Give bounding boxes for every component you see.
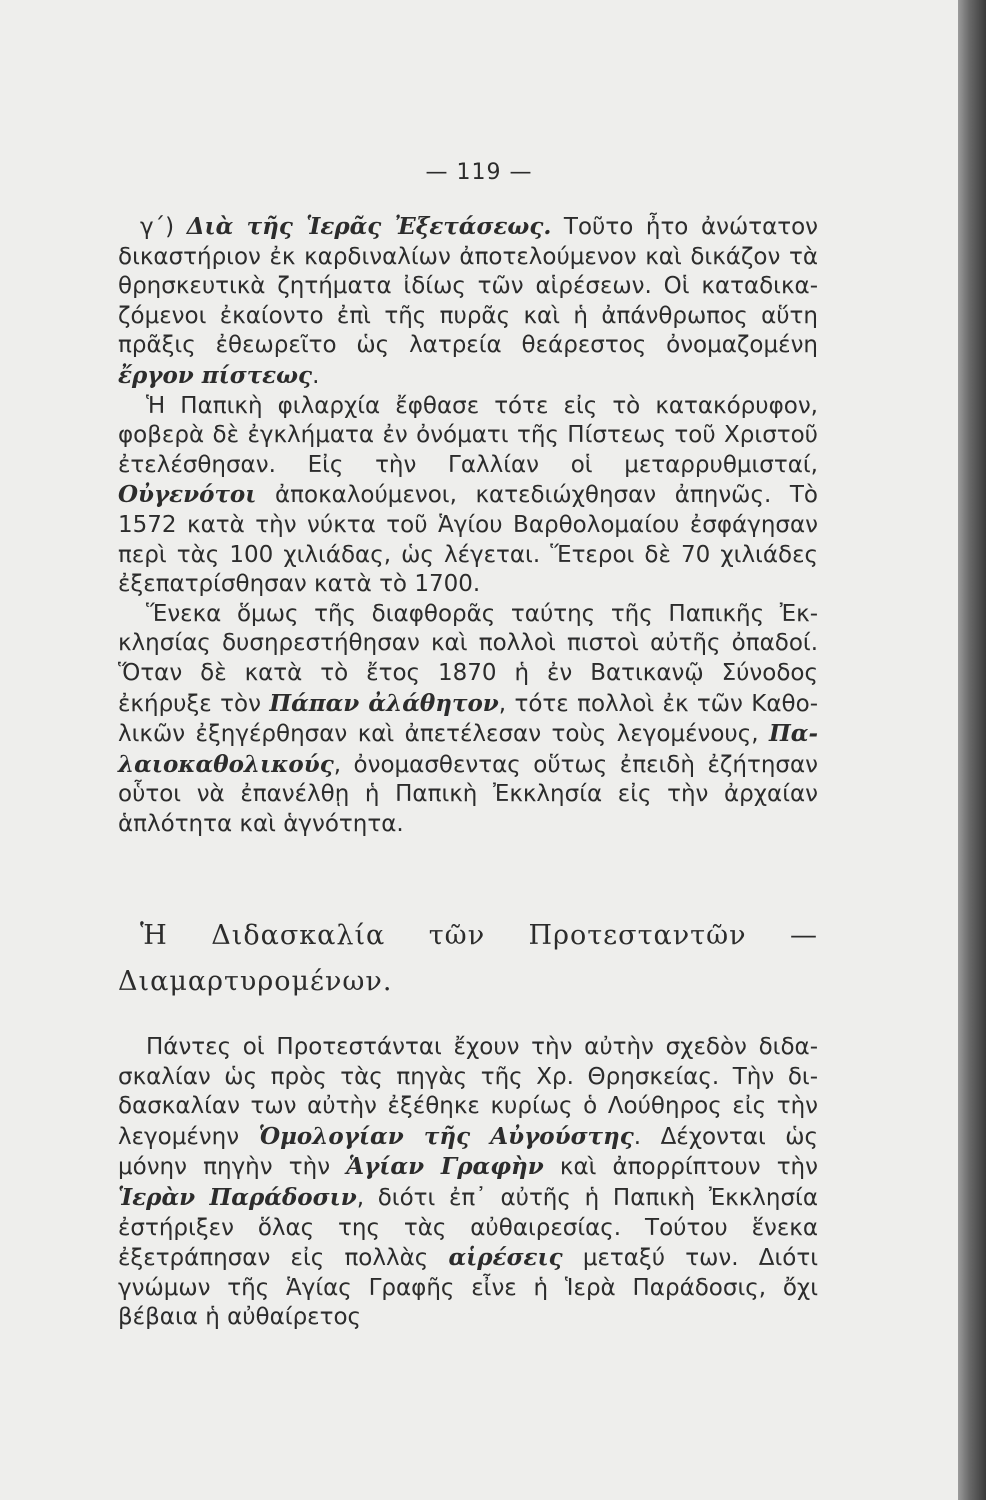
emphasis-term: Οὐγενότοι bbox=[118, 481, 257, 509]
paragraph-text: , ὀνομασθεντας οὕτως ἐπειδὴ ἐζήτησαν οὗτοι νὰ ἐπανέλθῃ ἡ Παπικὴ Ἐκκλησία εἰς τὴν ἀρχαίαν ἁπλότητα καὶ ἁγνότητα. bbox=[118, 751, 818, 837]
page-number: — 119 — bbox=[425, 160, 533, 185]
paragraph-old-catholics bbox=[118, 600, 818, 840]
emphasis-term: Ἁγίαν Γραφὴν bbox=[346, 1153, 544, 1181]
paragraph-text: μεταξύ των. Διότι γνώμων τῆς Ἁγίας Γραφῆς εἶνε ἡ Ἱερὰ Παράδοσις, ὄχι βέβαια ἡ αὐθαίρετος bbox=[118, 1245, 818, 1331]
emphasis-title-inquisition: Διὰ τῆς Ἱερᾶς Ἐξετάσεως. bbox=[186, 213, 552, 240]
list-label: γ΄) bbox=[140, 214, 187, 240]
section-inquisition bbox=[118, 212, 818, 839]
paragraph-text: , διότι ἐπ᾿ αὐτῆς ἡ Παπικὴ Ἐκκλησία ἐστήριξεν ὅλας της τὰς αὐθαιρεσίας. Τούτου ἕνεκα ἐξετράπησαν εἰς πολλὰς bbox=[118, 1184, 818, 1272]
emphasis-term: Ἱερὰν Παράδοσιν bbox=[118, 1183, 357, 1211]
paragraph-text: καὶ ἀπορρίπτουν τὴν bbox=[543, 1154, 818, 1181]
emphasis-term: αἱρέσεις bbox=[448, 1244, 563, 1272]
paragraph-text: . bbox=[312, 362, 320, 389]
emphasis-term: Ὁμολογίαν τῆς Αὐγούστης bbox=[258, 1122, 634, 1150]
paragraph-text: Ἕνεκα ὅμως τῆς διαφθορᾶς ταύτης τῆς Παπικῆς Ἐκκλησίας δυσηρεστήθησαν καὶ πολλοὶ πιστοὶ αὐτῆς ὀπαδοί. Ὅταν δὲ κατὰ τὸ ἔτος 1870 ἡ ἐν Βατικανῷ Σύνοδος ἐκήρυξε τὸν bbox=[118, 600, 818, 717]
paragraph-text: ἀποκαλούμενοι, κατεδιώχθησαν ἀπηνῶς. Τὸ 1572 κατὰ τὴν νύκτα τοῦ Ἁγίου Βαρθολομαίου ἐσφάγησαν περὶ τὰς 100 χιλιάδας, ὡς λέγεται. Ἕτεροι δὲ 70 χιλιάδες ἐξεπατρίσθησαν κατὰ τὸ 1700. bbox=[118, 482, 818, 598]
emphasis-term: ἔργον πίστεως bbox=[118, 361, 313, 389]
paragraph-protestant-teaching bbox=[118, 1033, 818, 1333]
emphasis-term: Παλαιοκαθολικούς bbox=[118, 720, 818, 778]
paragraph-papal-power bbox=[118, 392, 818, 600]
paragraph-text: Ἡ Παπικὴ φιλαρχία ἔφθασε τότε εἰς τὸ κατακόρυφον, φοβερὰ δὲ ἐγκλήματα ἐν ὀνόματι τῆς Πίστεως τοῦ Χριστοῦ ἐτελέσθησαν. Εἰς τὴν Γαλλίαν οἱ μεταρρυθμισταί, bbox=[118, 392, 818, 478]
paragraph-text: , τότε πολλοὶ ἐκ τῶν Καθολικῶν ἐξηγέρθησαν καὶ ἀπετέλεσαν τοὺς λεγομένους, bbox=[118, 690, 818, 748]
paragraph-text: . Δέχονται ὡς μόνην πηγὴν τὴν bbox=[118, 1123, 818, 1181]
paragraph-text: Τοῦτο ἦτο ἀνώτατον δικαστήριον ἐκ καρδιναλίων ἀποτελούμενον καὶ δικάζον τὰ θρησκευτικὰ ζητήματα ἰδίως τῶν αἱρέσεων. Οἱ καταδικαζόμενοι ἐκαίοντο ἐπὶ τῆς πυρᾶς καὶ ἡ ἀπάνθρωπος αὕτη πρᾶξις ἐθεωρεῖτο ὡς λατρεία θεάρεστος ὀνομαζομένη bbox=[118, 214, 819, 359]
section-heading: Ἡ Διδασκαλία τῶν Προτεσταντῶν — Διαμαρτυρομένων. bbox=[118, 920, 818, 997]
emphasis-term: Πάπαν ἀλάθητον bbox=[269, 689, 499, 717]
section-protestants bbox=[118, 1033, 818, 1333]
page-edge-shadow bbox=[958, 0, 986, 1500]
paragraph-text: Πάντες οἱ Προτεστάνται ἔχουν τὴν αὐτὴν σχεδὸν διδασκαλίαν ὡς πρὸς τὰς πηγὰς τῆς Χρ. Θρησκείας. Τὴν διδασκαλίαν των αὐτὴν ἐξέθηκε κυρίως ὁ Λούθηρος εἰς τὴν λεγομένην bbox=[118, 1034, 818, 1150]
paragraph-inquisition bbox=[118, 212, 818, 392]
